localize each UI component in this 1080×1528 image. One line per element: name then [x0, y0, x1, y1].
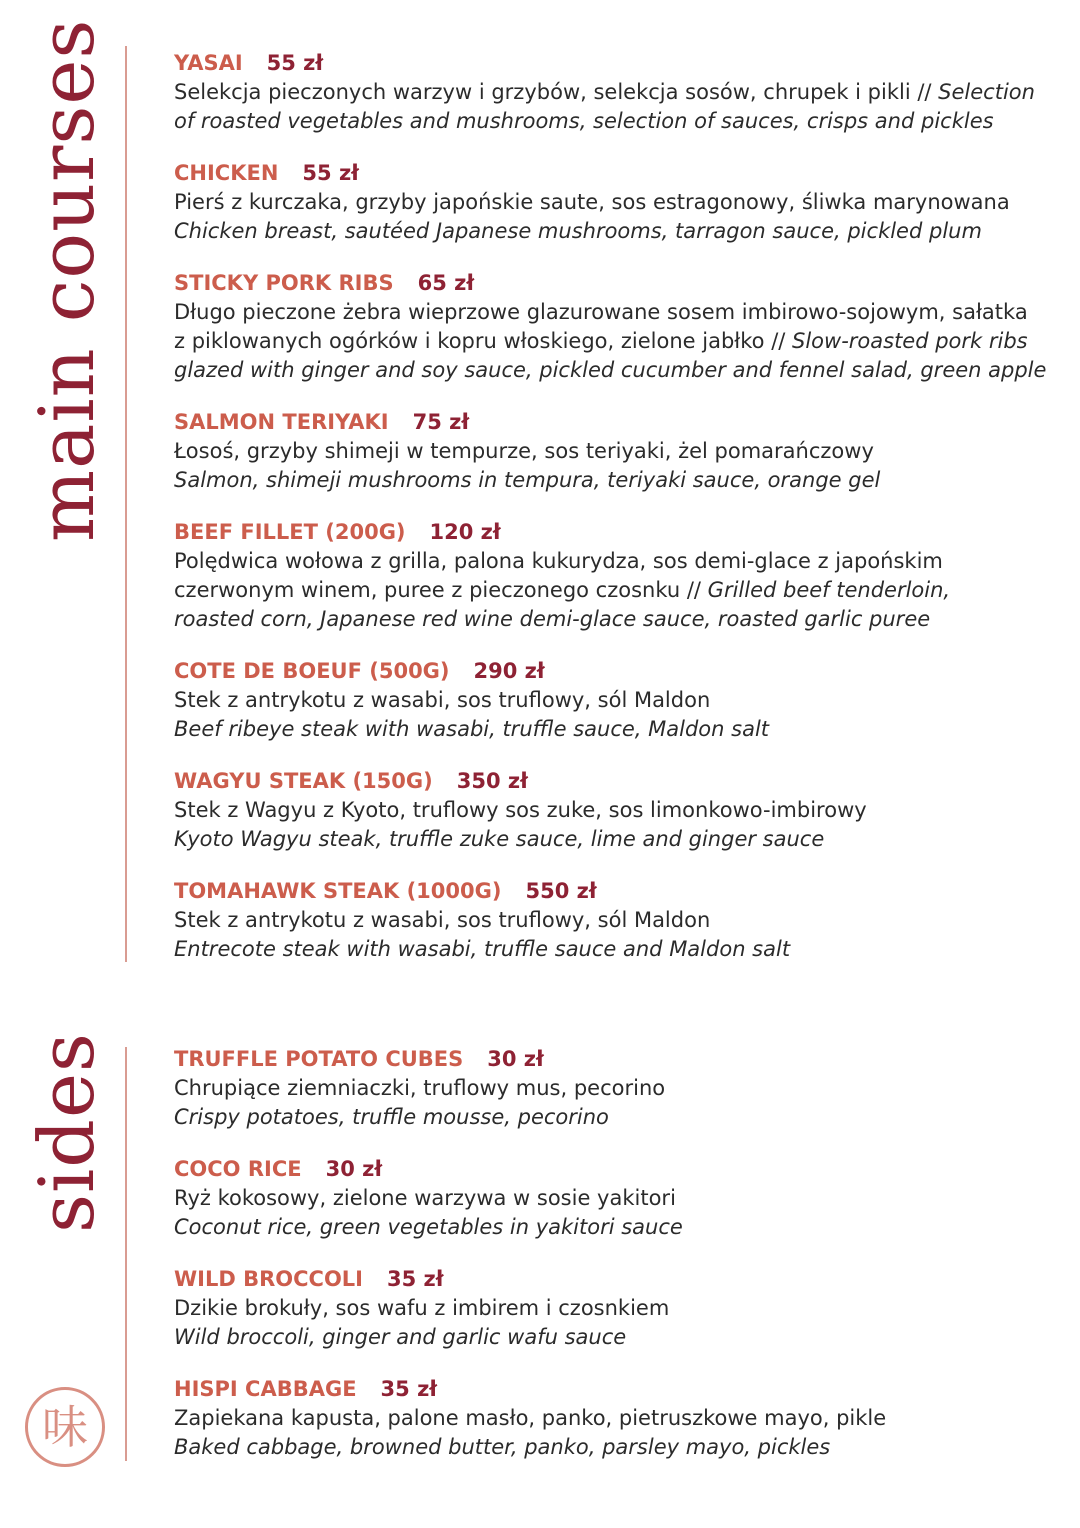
description-english: Crispy potatoes, truffle mousse, pecorino: [174, 1105, 609, 1129]
description-polish: Długo pieczone żebra wieprzowe glazurowane sosem imbirowo-sojowym, sałatka: [174, 300, 1028, 324]
description-english: glazed with ginger and soy sauce, pickled cucumber and fennel salad, green apple: [174, 358, 1047, 382]
dish-name: STICKY PORK RIBS: [174, 271, 394, 295]
description-polish: czerwonym winem, puree z pieczonego czosnku //: [174, 578, 708, 602]
dish-price: 290 zł: [473, 659, 545, 683]
dish-description-line: [174, 217, 1064, 246]
menu-item-header: [174, 517, 1064, 547]
description-polish: Polędwica wołowa z grilla, palona kukurydza, sos demi-glace z japońskim: [174, 549, 943, 573]
dish-price: 75 zł: [412, 410, 470, 434]
dish-name: TRUFFLE POTATO CUBES: [174, 1047, 464, 1071]
dish-price: 35 zł: [380, 1377, 438, 1401]
menu-item-header: [174, 268, 1064, 298]
menu-item-header: [174, 766, 1064, 796]
dish-description-line: [174, 107, 1064, 136]
dish-description-line: [174, 825, 1064, 854]
description-english: Wild broccoli, ginger and garlic wafu sauce: [174, 1325, 627, 1349]
description-polish: Stek z antrykotu z wasabi, sos truflowy, sól Maldon: [174, 688, 711, 712]
menu-item-header: [174, 656, 1064, 686]
description-english: Beef ribeye steak with wasabi, truffle sauce, Maldon salt: [174, 717, 770, 741]
section-title-sides: sides: [22, 1032, 111, 1233]
menu-item: [174, 1374, 1064, 1462]
description-english: roasted corn, Japanese red wine demi-glace sauce, roasted garlic puree: [174, 607, 931, 631]
dish-description-line: [174, 298, 1064, 327]
dish-description-line: [174, 1294, 1064, 1323]
description-polish: Ryż kokosowy, zielone warzywa w sosie yakitori: [174, 1186, 676, 1210]
menu-item-header: [174, 48, 1064, 78]
menu-item: [174, 766, 1064, 854]
description-polish: Łosoś, grzyby shimeji w tempurze, sos teriyaki, żel pomarańczowy: [174, 439, 874, 463]
dish-description-line: [174, 576, 1064, 605]
dish-price: 350 zł: [456, 769, 528, 793]
dish-name: YASAI: [174, 51, 243, 75]
description-english: of roasted vegetables and mushrooms, selection of sauces, crisps and pickles: [174, 109, 994, 133]
menu-item: [174, 407, 1064, 495]
dish-description-line: [174, 1103, 1064, 1132]
dish-name: TOMAHAWK STEAK (1000G): [174, 879, 502, 903]
description-english: Salmon, shimeji mushrooms in tempura, teriyaki sauce, orange gel: [174, 468, 881, 492]
menu-item: [174, 656, 1064, 744]
description-polish: Pierś z kurczaka, grzyby japońskie saute, sos estragonowy, śliwka marynowana: [174, 190, 1010, 214]
dish-price: 55 zł: [266, 51, 324, 75]
description-english: Grilled beef tenderloin,: [707, 578, 951, 602]
section-divider-sides: [125, 1047, 127, 1461]
dish-description-line: [174, 188, 1064, 217]
dish-name: SALMON TERIYAKI: [174, 410, 389, 434]
dish-price: 35 zł: [387, 1267, 444, 1291]
description-english: Chicken breast, sautéed Japanese mushrooms, tarragon sauce, pickled plum: [174, 219, 982, 243]
description-polish: Chrupiące ziemniaczki, truflowy mus, pecorino: [174, 1076, 666, 1100]
menu-item-header: [174, 1264, 1064, 1294]
menu-item: [174, 158, 1064, 246]
sides-list: [174, 1044, 1064, 1484]
dish-description-line: [174, 1404, 1064, 1433]
dish-name: HISPI CABBAGE: [174, 1377, 357, 1401]
dish-description-line: [174, 1323, 1064, 1352]
menu-item-header: [174, 876, 1064, 906]
section-divider-main-courses: [125, 46, 127, 962]
dish-description-line: [174, 437, 1064, 466]
dish-name: BEEF FILLET (200G): [174, 520, 406, 544]
description-polish: z piklowanych ogórków i kopru włoskiego, zielone jabłko //: [174, 329, 793, 353]
section-title-main-courses: main courses: [22, 18, 111, 542]
dish-price: 30 zł: [487, 1047, 544, 1071]
dish-description-line: [174, 327, 1064, 356]
menu-item-header: [174, 1154, 1064, 1184]
description-english: Slow-roasted pork ribs: [792, 329, 1028, 353]
dish-description-line: [174, 78, 1064, 107]
description-english: Baked cabbage, browned butter, panko, parsley mayo, pickles: [174, 1435, 831, 1459]
menu-item: [174, 1044, 1064, 1132]
dish-description-line: [174, 1433, 1064, 1462]
dish-description-line: [174, 906, 1064, 935]
dish-description-line: [174, 356, 1064, 385]
dish-description-line: [174, 935, 1064, 964]
description-polish: Stek z Wagyu z Kyoto, truflowy sos zuke, sos limonkowo-imbirowy: [174, 798, 867, 822]
menu-item-header: [174, 1374, 1064, 1404]
dish-description-line: [174, 466, 1064, 495]
description-english: Kyoto Wagyu steak, truffle zuke sauce, lime and ginger sauce: [174, 827, 825, 851]
dish-price: 65 zł: [417, 271, 475, 295]
dish-description-line: [174, 1184, 1064, 1213]
dish-description-line: [174, 796, 1064, 825]
main-courses-list: [174, 48, 1064, 986]
dish-description-line: [174, 547, 1064, 576]
dish-name: WILD BROCCOLI: [174, 1267, 363, 1291]
dish-description-line: [174, 715, 1064, 744]
dish-price: 550 zł: [525, 879, 597, 903]
dish-price: 120 zł: [429, 520, 501, 544]
menu-item: [174, 517, 1064, 634]
menu-item: [174, 48, 1064, 136]
menu-item: [174, 1154, 1064, 1242]
dish-name: WAGYU STEAK (150G): [174, 769, 433, 793]
dish-name: COCO RICE: [174, 1157, 302, 1181]
description-english: Selection: [938, 80, 1035, 104]
dish-description-line: [174, 605, 1064, 634]
dish-description-line: [174, 1213, 1064, 1242]
taste-kanji-icon: 味: [25, 1387, 105, 1467]
dish-price: 30 zł: [325, 1157, 383, 1181]
description-polish: Dzikie brokuły, sos wafu z imbirem i czosnkiem: [174, 1296, 670, 1320]
menu-item: [174, 876, 1064, 964]
description-english: Entrecote steak with wasabi, truffle sauce and Maldon salt: [174, 937, 791, 961]
dish-description-line: [174, 1074, 1064, 1103]
menu-item: [174, 268, 1064, 385]
dish-price: 55 zł: [302, 161, 359, 185]
dish-description-line: [174, 686, 1064, 715]
menu-item-header: [174, 1044, 1064, 1074]
menu-item-header: [174, 158, 1064, 188]
description-polish: Zapiekana kapusta, palone masło, panko, pietruszkowe mayo, pikle: [174, 1406, 887, 1430]
menu-item: [174, 1264, 1064, 1352]
description-polish: Selekcja pieczonych warzyw i grzybów, selekcja sosów, chrupek i pikli //: [174, 80, 939, 104]
menu-item-header: [174, 407, 1064, 437]
dish-name: COTE DE BOEUF (500G): [174, 659, 450, 683]
dish-name: CHICKEN: [174, 161, 279, 185]
description-polish: Stek z antrykotu z wasabi, sos truflowy, sól Maldon: [174, 908, 711, 932]
description-english: Coconut rice, green vegetables in yakitori sauce: [174, 1215, 683, 1239]
